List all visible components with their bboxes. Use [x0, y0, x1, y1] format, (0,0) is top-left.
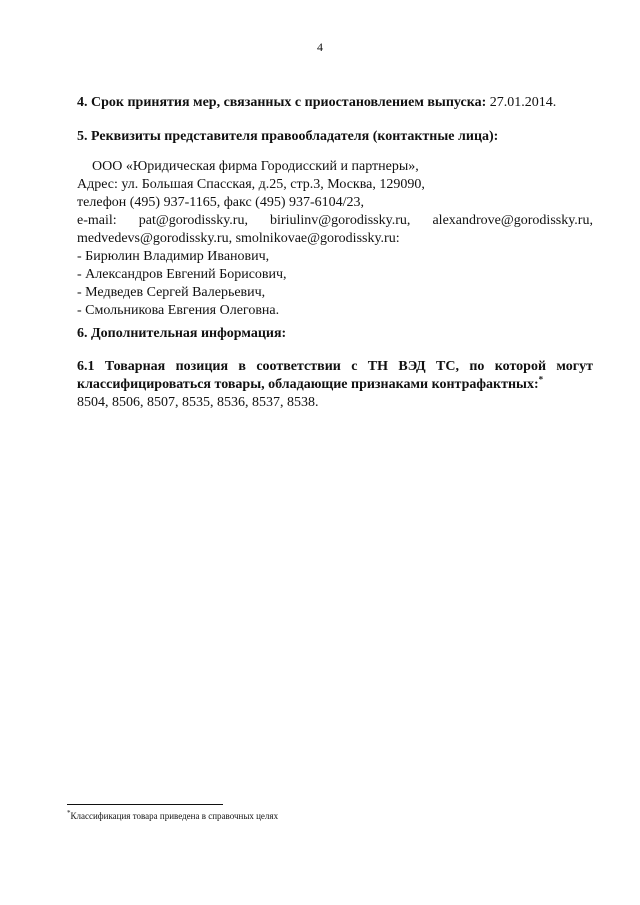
phone-fax-line: телефон (495) 937-1165, факс (495) 937-6104/23, [77, 195, 365, 210]
word: которой [494, 359, 547, 374]
section-4-heading [77, 94, 593, 112]
footnote-marker: * [67, 809, 71, 817]
section-4-title: 4. Срок принятия мер, связанных с приостановлением выпуска: [77, 95, 487, 110]
page-number: 4 [317, 40, 323, 54]
classification-heading-line-1 [77, 358, 593, 376]
classification-heading-text: классифицироваться товары, обладающие признаками контрафактных: [77, 377, 539, 392]
word: соответствии [256, 359, 341, 374]
contact-person: - Медведев Сергей Валерьевич, [77, 285, 266, 300]
word: могут [556, 359, 593, 374]
footnote-reference[interactable]: * [538, 374, 544, 385]
email-label: e-mail: [77, 213, 117, 228]
word: ТС, [436, 359, 459, 374]
email-link[interactable]: biriulinv@gorodissky.ru, [270, 213, 411, 228]
section-6-heading: 6. Дополнительная информация: [77, 326, 287, 341]
address-line: Адрес: ул. Большая Спасская, д.25, стр.3, Москва, 129090, [77, 177, 425, 192]
word: Товарная [104, 359, 166, 374]
company-name: ООО «Юридическая фирма Городисский и партнеры», [92, 159, 419, 174]
word: ВЭД [398, 359, 426, 374]
contact-person: - Александров Евгений Борисович, [77, 267, 287, 282]
section-4-date: 27.01.2014. [489, 95, 557, 110]
word: в [238, 359, 246, 374]
word: позиция [175, 359, 229, 374]
word: ТН [367, 359, 389, 374]
hs-codes: 8504, 8506, 8507, 8535, 8536, 8537, 8538. [77, 395, 319, 410]
representative-details [77, 158, 593, 320]
tariff-classification [77, 358, 593, 412]
contact-person: - Смольникова Евгения Олеговна. [77, 303, 280, 318]
section-5-heading: 5. Реквизиты представителя правообладателя (контактные лица): [77, 129, 499, 144]
contact-person: - Бирюлин Владимир Иванович, [77, 249, 270, 264]
footnote [67, 811, 278, 821]
word: 6.1 [77, 359, 95, 374]
email-link[interactable]: alexandrove@gorodissky.ru, [432, 213, 593, 228]
word: по [469, 359, 485, 374]
classification-heading-line-2 [77, 376, 593, 394]
email-link[interactable]: pat@gorodissky.ru, [138, 213, 248, 228]
email-line [77, 212, 593, 230]
word: с [351, 359, 358, 374]
footnote-separator [67, 804, 223, 805]
footnote-text: Классификация товара приведена в справочных целях [70, 811, 279, 821]
email-line-2[interactable]: medvedevs@gorodissky.ru, smolnikovae@gorodissky.ru: [77, 231, 400, 246]
